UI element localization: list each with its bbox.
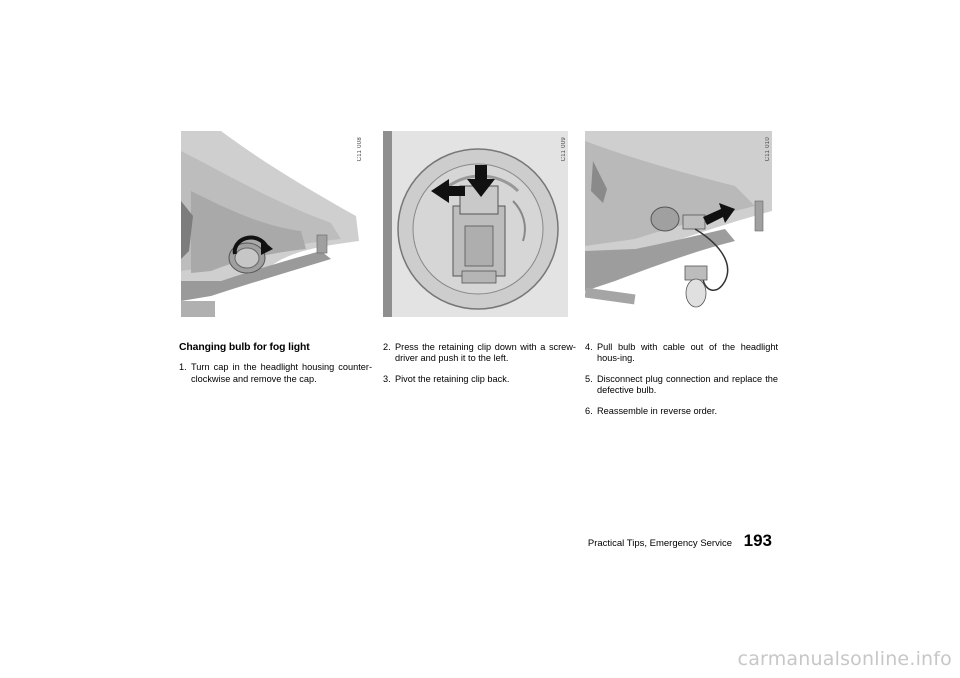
step-text: Pivot the retaining clip back. bbox=[395, 373, 510, 384]
step-text: Reassemble in reverse order. bbox=[597, 405, 718, 416]
step-item bbox=[383, 374, 576, 385]
step-number: 6. bbox=[585, 405, 593, 416]
footer-title: Practical Tips, Emergency Service bbox=[587, 538, 732, 549]
column-3 bbox=[585, 342, 778, 426]
illustration-bulb-cable bbox=[585, 131, 772, 317]
step-text: Disconnect plug connection and replace the defective bulb. bbox=[597, 373, 778, 396]
illustration-headlight-cap bbox=[181, 131, 365, 317]
page-footer bbox=[587, 531, 774, 551]
step-item bbox=[585, 406, 778, 417]
step-item bbox=[179, 362, 372, 385]
step-number: 1. bbox=[179, 362, 187, 373]
page-number: 193 bbox=[743, 531, 772, 550]
step-number: 4. bbox=[585, 342, 593, 352]
step-number: 3. bbox=[383, 373, 391, 384]
step-text: Press the retaining clip down with a screw-driver and push it to the left. bbox=[395, 342, 576, 364]
figure-bulb-with-cable bbox=[585, 131, 772, 317]
figure-code: C11 009 bbox=[561, 137, 567, 162]
step-text: Turn cap in the headlight housing counter-clockwise and remove the cap. bbox=[191, 362, 372, 384]
figure-fog-light-cap bbox=[181, 131, 365, 317]
figure-code: C11 008 bbox=[357, 137, 363, 162]
step-number: 5. bbox=[585, 373, 593, 384]
step-item bbox=[383, 342, 576, 365]
column-2 bbox=[383, 342, 576, 394]
step-number: 2. bbox=[383, 342, 391, 352]
illustration-retaining-clip bbox=[383, 131, 568, 317]
column-1 bbox=[179, 342, 372, 394]
step-item bbox=[585, 342, 778, 365]
figure-code: C11 010 bbox=[765, 137, 771, 162]
watermark: carmanualsonline.info bbox=[737, 648, 952, 670]
step-item bbox=[585, 374, 778, 397]
section-title: Changing bulb for fog light bbox=[179, 342, 310, 353]
figure-retaining-clip bbox=[383, 131, 568, 317]
step-text: Pull bulb with cable out of the headlight hous-ing. bbox=[597, 342, 778, 364]
